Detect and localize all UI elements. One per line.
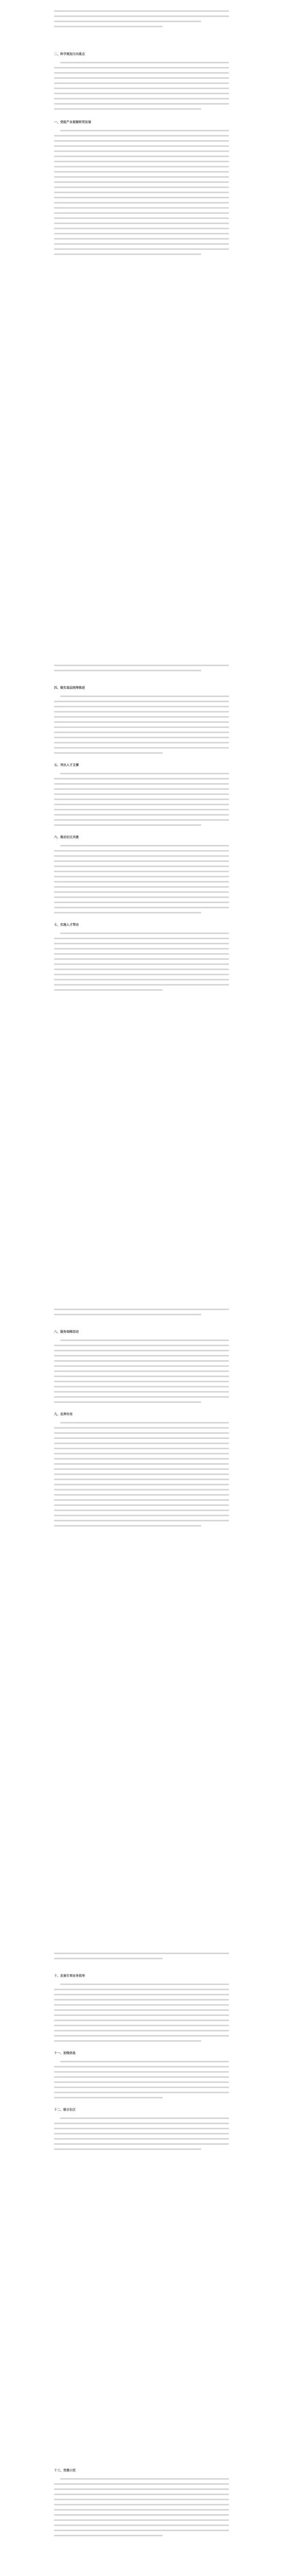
- section-heading: 一、党组产业提振转型发展: [54, 121, 92, 124]
- section-heading: 十三、党建示范: [54, 2469, 76, 2472]
- section-heading: 五、突出人才支撑: [54, 764, 79, 767]
- section-heading: 九、发挥作用: [54, 1413, 73, 1416]
- section-heading: 二、科学规划方向重点: [54, 53, 85, 56]
- section-heading: 十二、联合社区: [54, 2108, 76, 2112]
- section-heading: 七、实施人才带动: [54, 923, 79, 927]
- document-page-5: [0, 2452, 283, 2576]
- document-page-3: [0, 1293, 283, 1938]
- section-heading: 十、发展专项业务指导: [54, 1974, 85, 1978]
- section-heading: 十一、加强信息: [54, 2052, 76, 2055]
- section-heading: 八、服务保障活动: [54, 1330, 79, 1334]
- section-heading: 六、推动社区共建: [54, 836, 79, 839]
- document-page-4: [0, 1937, 283, 2453]
- section-heading: 四、做实基层统筹推进: [54, 686, 85, 690]
- document-page-2: [0, 649, 283, 1294]
- document-page-1: [0, 0, 283, 650]
